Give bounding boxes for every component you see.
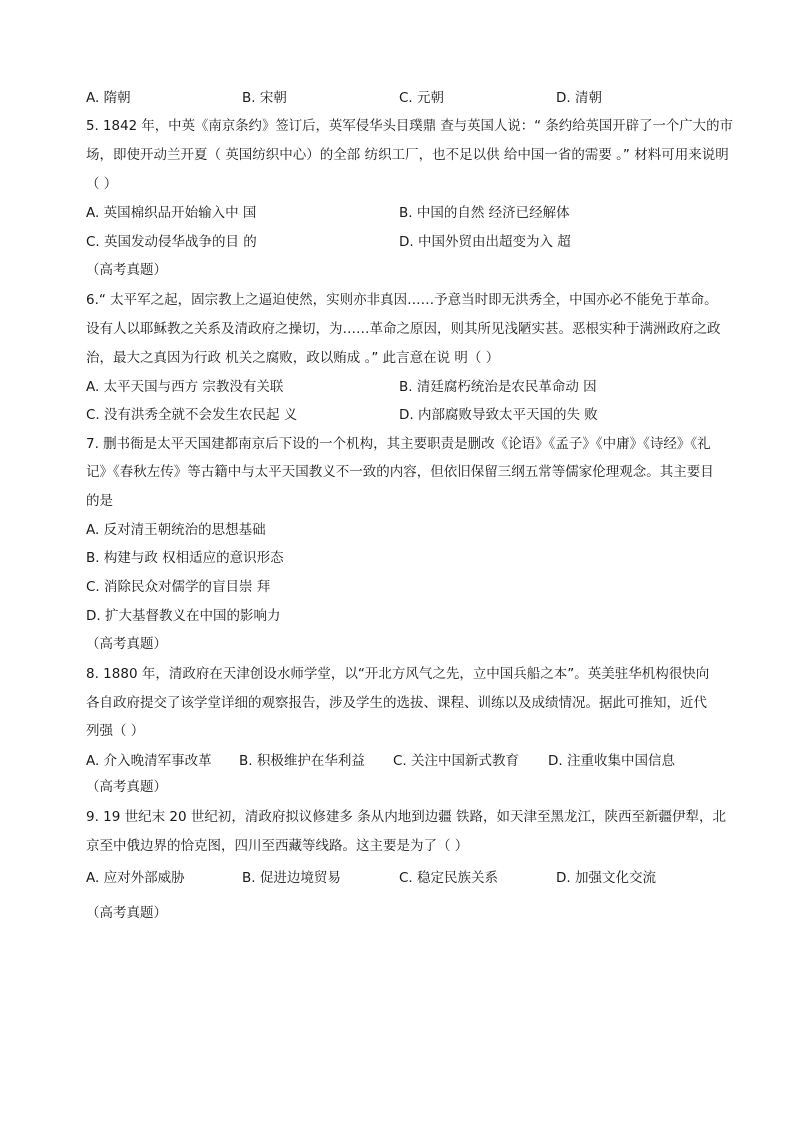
q5-option-d: D. 中国外贸由出超变为入 超 <box>399 234 571 250</box>
q4-option-d: D. 清朝 <box>556 90 602 106</box>
q7-stem-line-3: 的是 <box>86 493 113 509</box>
q7-stem-line-2: 记》《春秋左传》等古籍中与太平天国教义不一致的内容，但依旧保留三纲五常等儒家伦理观念。其主要目 <box>86 464 714 480</box>
q7-source: （高考真题） <box>86 636 167 652</box>
q9-option-d: D. 加强文化交流 <box>556 870 656 886</box>
q9-stem-line-1: 9. 19 世纪末 20 世纪初，清政府拟议修建多 条从内地到边疆 铁路，如天津至黑龙江，陕西至新疆伊犁，北 <box>86 809 726 825</box>
q8-stem-line-2: 各自政府提交了该学堂详细的观察报告，涉及学生的选拔、课程、训练以及成绩情况。据此可推知，近代 <box>86 695 707 711</box>
q6-stem-line-2: 设有人以耶稣教之关系及清政府之操切，为……革命之原因，则其所见浅陋实甚。恶根实种于满洲政府之政 <box>86 321 721 337</box>
q9-source: （高考真题） <box>86 905 167 921</box>
q5-option-b: B. 中国的自然 经济已经解体 <box>399 205 570 221</box>
q8-option-c: C. 关注中国新式教育 <box>393 753 520 769</box>
q4-option-c: C. 元朝 <box>399 90 445 106</box>
q6-stem-line-1: 6.“ 太平军之起，固宗教上之逼迫使然，实则亦非真因……予意当时即无洪秀全，中国亦必不能免于革命。 <box>86 292 718 308</box>
q7-option-c: C. 消除民众对儒学的盲目崇 拜 <box>86 579 271 595</box>
q9-stem-line-2: 京至中俄边界的恰克图，四川至西藏等线路。这主要是为了（ ） <box>86 838 469 854</box>
q9-option-b: B. 促进边境贸易 <box>242 870 341 886</box>
q5-source: （高考真题） <box>86 262 167 278</box>
q9-option-a: A. 应对外部威胁 <box>86 870 185 886</box>
q8-option-d: D. 注重收集中国信息 <box>548 753 675 769</box>
q8-stem-line-1: 8. 1880 年，清政府在天津创设水师学堂，以“开北方风气之先，立中国兵船之本”。英美驻华机构很快向 <box>86 666 710 682</box>
q8-stem-line-3: 列强（ ） <box>86 723 145 739</box>
q8-option-b: B. 积极维护在华利益 <box>239 753 365 769</box>
q5-option-a: A. 英国棉织品开始输入中 国 <box>86 205 257 221</box>
q5-stem-line-3: （ ） <box>86 176 118 192</box>
q4-option-a: A. 隋朝 <box>86 90 131 106</box>
q4-option-b: B. 宋朝 <box>242 90 287 106</box>
q5-stem-line-1: 5. 1842 年，中英《南京条约》签订后，英军侵华头目璞鼎 查与英国人说：“ 条约给英国开辟了一个广大的市 <box>86 118 733 134</box>
q6-stem-line-3: 治，最大之真因为行政 机关之腐败，政以贿成 。” 此言意在说 明（ ） <box>86 350 500 366</box>
q7-option-a: A. 反对清王朝统治的思想基础 <box>86 522 266 538</box>
q5-stem-line-2: 场，即使开动兰开夏（ 英国纺织中心）的全部 纺织工厂，也不足以供 给中国一省的需要 。” 材料可用来说明 <box>86 147 729 163</box>
q9-option-c: C. 稳定民族关系 <box>399 870 499 886</box>
q6-option-d: D. 内部腐败导致太平天国的失 败 <box>399 407 598 423</box>
q7-option-b: B. 构建与政 权相适应的意识形态 <box>86 550 284 566</box>
q7-option-d: D. 扩大基督教义在中国的影响力 <box>86 608 281 624</box>
q6-option-c: C. 没有洪秀全就不会发生农民起 义 <box>86 407 298 423</box>
q6-option-b: B. 清廷腐朽统治是农民革命动 因 <box>399 379 597 395</box>
q8-source: （高考真题） <box>86 779 167 795</box>
q8-option-a: A. 介入晚清军事改革 <box>86 753 212 769</box>
q7-stem-line-1: 7. 删书衙是太平天国建都南京后下设的一个机构，其主要职责是删改《论语》《孟子》《中庸》《诗经》《礼 <box>86 436 711 452</box>
q6-option-a: A. 太平天国与西方 宗教没有关联 <box>86 379 284 395</box>
q5-option-c: C. 英国发动侵华战争的目 的 <box>86 234 257 250</box>
